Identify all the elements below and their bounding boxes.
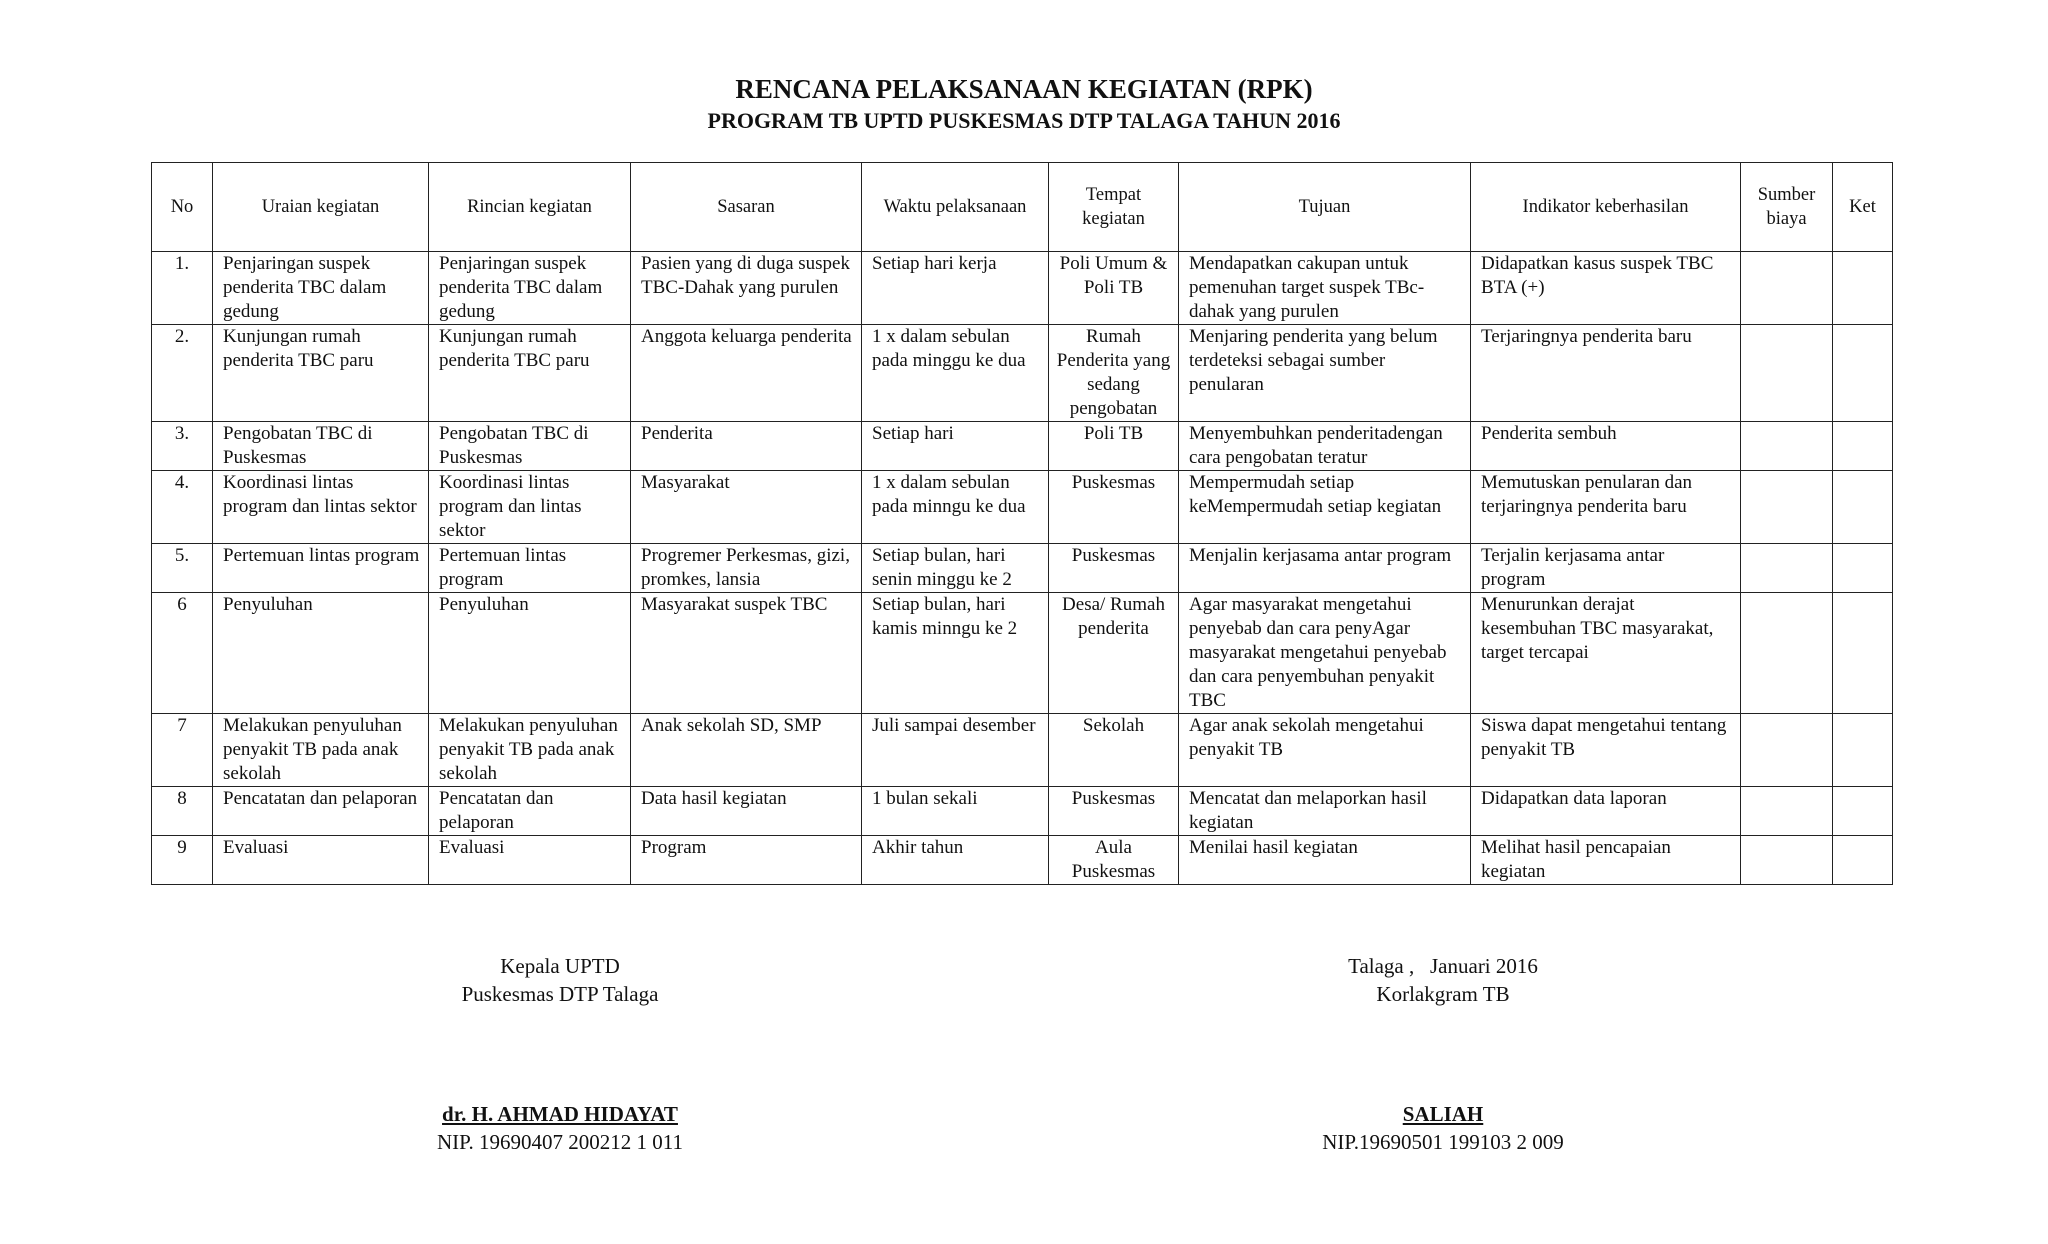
- cell-waktu: Akhir tahun: [862, 836, 1049, 885]
- cell-sumber: [1741, 787, 1833, 836]
- cell-rincian: Penjaringan suspek penderita TBC dalam gedung: [429, 252, 631, 325]
- cell-uraian: Pengobatan TBC di Puskesmas: [213, 422, 429, 471]
- cell-tujuan: Menjalin kerjasama antar program: [1179, 544, 1471, 593]
- table-row: [152, 714, 1893, 787]
- cell-rincian: Evaluasi: [429, 836, 631, 885]
- cell-ket: [1833, 252, 1893, 325]
- cell-ket: [1833, 593, 1893, 714]
- cell-waktu: Setiap hari kerja: [862, 252, 1049, 325]
- cell-tempat: Sekolah: [1049, 714, 1179, 787]
- cell-tempat: Poli TB: [1049, 422, 1179, 471]
- cell-tempat: Puskesmas: [1049, 471, 1179, 544]
- cell-sumber: [1741, 593, 1833, 714]
- cell-rincian: Pengobatan TBC di Puskesmas: [429, 422, 631, 471]
- signature-left-position: Kepala UPTD: [500, 954, 620, 978]
- cell-tujuan: Mempermudah setiap keMempermudah setiap kegiatan: [1179, 471, 1471, 544]
- cell-ket: [1833, 787, 1893, 836]
- document-subtitle: PROGRAM TB UPTD PUSKESMAS DTP TALAGA TAHUN 2016: [707, 108, 1341, 133]
- cell-sasaran: Program: [631, 836, 862, 885]
- signature-right-position: Korlakgram TB: [1376, 982, 1510, 1006]
- cell-waktu: Setiap bulan, hari senin minggu ke 2: [862, 544, 1049, 593]
- cell-no: 2.: [152, 325, 213, 422]
- signature-left-office: Puskesmas DTP Talaga: [461, 982, 659, 1006]
- cell-ket: [1833, 836, 1893, 885]
- cell-sasaran: Data hasil kegiatan: [631, 787, 862, 836]
- activity-plan-table: [151, 162, 1893, 885]
- table-header-row: [152, 163, 1893, 252]
- cell-no: 1.: [152, 252, 213, 325]
- cell-tujuan: Mendapatkan cakupan untuk pemenuhan target suspek TBc-dahak yang purulen: [1179, 252, 1471, 325]
- cell-sasaran: Pasien yang di duga suspek TBC-Dahak yang purulen: [631, 252, 862, 325]
- column-header: Tempat kegiatan: [1049, 163, 1179, 252]
- cell-rincian: Koordinasi lintas program dan lintas sektor: [429, 471, 631, 544]
- cell-waktu: 1 x dalam sebulan pada minggu ke dua: [862, 325, 1049, 422]
- cell-sasaran: Anggota keluarga penderita: [631, 325, 862, 422]
- cell-sumber: [1741, 252, 1833, 325]
- cell-tempat: Rumah Penderita yang sedang pengobatan: [1049, 325, 1179, 422]
- cell-sumber: [1741, 422, 1833, 471]
- cell-uraian: Koordinasi lintas program dan lintas sektor: [213, 471, 429, 544]
- cell-indikator: Menurunkan derajat kesembuhan TBC masyarakat, target tercapai: [1471, 593, 1741, 714]
- cell-waktu: 1 bulan sekali: [862, 787, 1049, 836]
- cell-sumber: [1741, 544, 1833, 593]
- cell-indikator: Didapatkan kasus suspek TBC BTA (+): [1471, 252, 1741, 325]
- column-header: Ket: [1833, 163, 1893, 252]
- signature-right-place-date: Talaga , Januari 2016: [1348, 954, 1538, 978]
- signature-right-name: SALIAH: [1402, 1102, 1484, 1126]
- table-row: [152, 422, 1893, 471]
- cell-no: 3.: [152, 422, 213, 471]
- cell-no: 7: [152, 714, 213, 787]
- column-header: Sasaran: [631, 163, 862, 252]
- cell-tempat: Puskesmas: [1049, 544, 1179, 593]
- cell-ket: [1833, 422, 1893, 471]
- column-header: No: [152, 163, 213, 252]
- cell-ket: [1833, 471, 1893, 544]
- cell-ket: [1833, 325, 1893, 422]
- cell-sasaran: Penderita: [631, 422, 862, 471]
- cell-waktu: Setiap hari: [862, 422, 1049, 471]
- cell-indikator: Siswa dapat mengetahui tentang penyakit TB: [1471, 714, 1741, 787]
- cell-uraian: Penjaringan suspek penderita TBC dalam gedung: [213, 252, 429, 325]
- cell-rincian: Melakukan penyuluhan penyakit TB pada anak sekolah: [429, 714, 631, 787]
- cell-sasaran: Progremer Perkesmas, gizi, promkes, lansia: [631, 544, 862, 593]
- cell-uraian: Evaluasi: [213, 836, 429, 885]
- document-title: RENCANA PELAKSANAAN KEGIATAN (RPK): [735, 74, 1313, 104]
- cell-ket: [1833, 714, 1893, 787]
- table-row: [152, 544, 1893, 593]
- signature-right-nip: NIP.19690501 199103 2 009: [1322, 1130, 1564, 1154]
- cell-tempat: Poli Umum & Poli TB: [1049, 252, 1179, 325]
- table-row: [152, 252, 1893, 325]
- table-row: [152, 471, 1893, 544]
- column-header: Waktu pelaksanaan: [862, 163, 1049, 252]
- cell-no: 6: [152, 593, 213, 714]
- cell-rincian: Pencatatan dan pelaporan: [429, 787, 631, 836]
- cell-rincian: Kunjungan rumah penderita TBC paru: [429, 325, 631, 422]
- cell-sumber: [1741, 836, 1833, 885]
- cell-tujuan: Agar masyarakat mengetahui penyebab dan cara penyAgar masyarakat mengetahui penyebab dan cara penyembuhan penyakit TBC: [1179, 593, 1471, 714]
- cell-tujuan: Mencatat dan melaporkan hasil kegiatan: [1179, 787, 1471, 836]
- cell-no: 4.: [152, 471, 213, 544]
- signature-block-left: [360, 952, 760, 1156]
- column-header: Indikator keberhasilan: [1471, 163, 1741, 252]
- cell-uraian: Kunjungan rumah penderita TBC paru: [213, 325, 429, 422]
- cell-no: 8: [152, 787, 213, 836]
- cell-ket: [1833, 544, 1893, 593]
- signature-block-right: [1243, 952, 1643, 1156]
- cell-waktu: Juli sampai desember: [862, 714, 1049, 787]
- signature-left-nip: NIP. 19690407 200212 1 011: [437, 1130, 683, 1154]
- cell-waktu: Setiap bulan, hari kamis minngu ke 2: [862, 593, 1049, 714]
- cell-waktu: 1 x dalam sebulan pada minngu ke dua: [862, 471, 1049, 544]
- cell-sasaran: Masyarakat: [631, 471, 862, 544]
- cell-sumber: [1741, 471, 1833, 544]
- cell-tempat: Puskesmas: [1049, 787, 1179, 836]
- cell-indikator: Memutuskan penularan dan terjaringnya penderita baru: [1471, 471, 1741, 544]
- cell-tujuan: Agar anak sekolah mengetahui penyakit TB: [1179, 714, 1471, 787]
- cell-tempat: Desa/ Rumah penderita: [1049, 593, 1179, 714]
- cell-sumber: [1741, 325, 1833, 422]
- column-header: Rincian kegiatan: [429, 163, 631, 252]
- cell-uraian: Pertemuan lintas program: [213, 544, 429, 593]
- cell-sasaran: Masyarakat suspek TBC: [631, 593, 862, 714]
- cell-indikator: Terjaringnya penderita baru: [1471, 325, 1741, 422]
- cell-rincian: Pertemuan lintas program: [429, 544, 631, 593]
- cell-uraian: Melakukan penyuluhan penyakit TB pada anak sekolah: [213, 714, 429, 787]
- table-row: [152, 593, 1893, 714]
- cell-indikator: Melihat hasil pencapaian kegiatan: [1471, 836, 1741, 885]
- cell-uraian: Penyuluhan: [213, 593, 429, 714]
- cell-indikator: Penderita sembuh: [1471, 422, 1741, 471]
- cell-no: 9: [152, 836, 213, 885]
- cell-indikator: Terjalin kerjasama antar program: [1471, 544, 1741, 593]
- table-row: [152, 787, 1893, 836]
- cell-sasaran: Anak sekolah SD, SMP: [631, 714, 862, 787]
- cell-tujuan: Menyembuhkan penderitadengan cara pengobatan teratur: [1179, 422, 1471, 471]
- cell-tempat: Aula Puskesmas: [1049, 836, 1179, 885]
- cell-rincian: Penyuluhan: [429, 593, 631, 714]
- signature-left-name: dr. H. AHMAD HIDAYAT: [442, 1102, 678, 1126]
- cell-tujuan: Menilai hasil kegiatan: [1179, 836, 1471, 885]
- table-row: [152, 325, 1893, 422]
- cell-tujuan: Menjaring penderita yang belum terdeteksi sebagai sumber penularan: [1179, 325, 1471, 422]
- cell-uraian: Pencatatan dan pelaporan: [213, 787, 429, 836]
- cell-sumber: [1741, 714, 1833, 787]
- column-header: Tujuan: [1179, 163, 1471, 252]
- cell-indikator: Didapatkan data laporan: [1471, 787, 1741, 836]
- table-row: [152, 836, 1893, 885]
- cell-no: 5.: [152, 544, 213, 593]
- column-header: Sumber biaya: [1741, 163, 1833, 252]
- column-header: Uraian kegiatan: [213, 163, 429, 252]
